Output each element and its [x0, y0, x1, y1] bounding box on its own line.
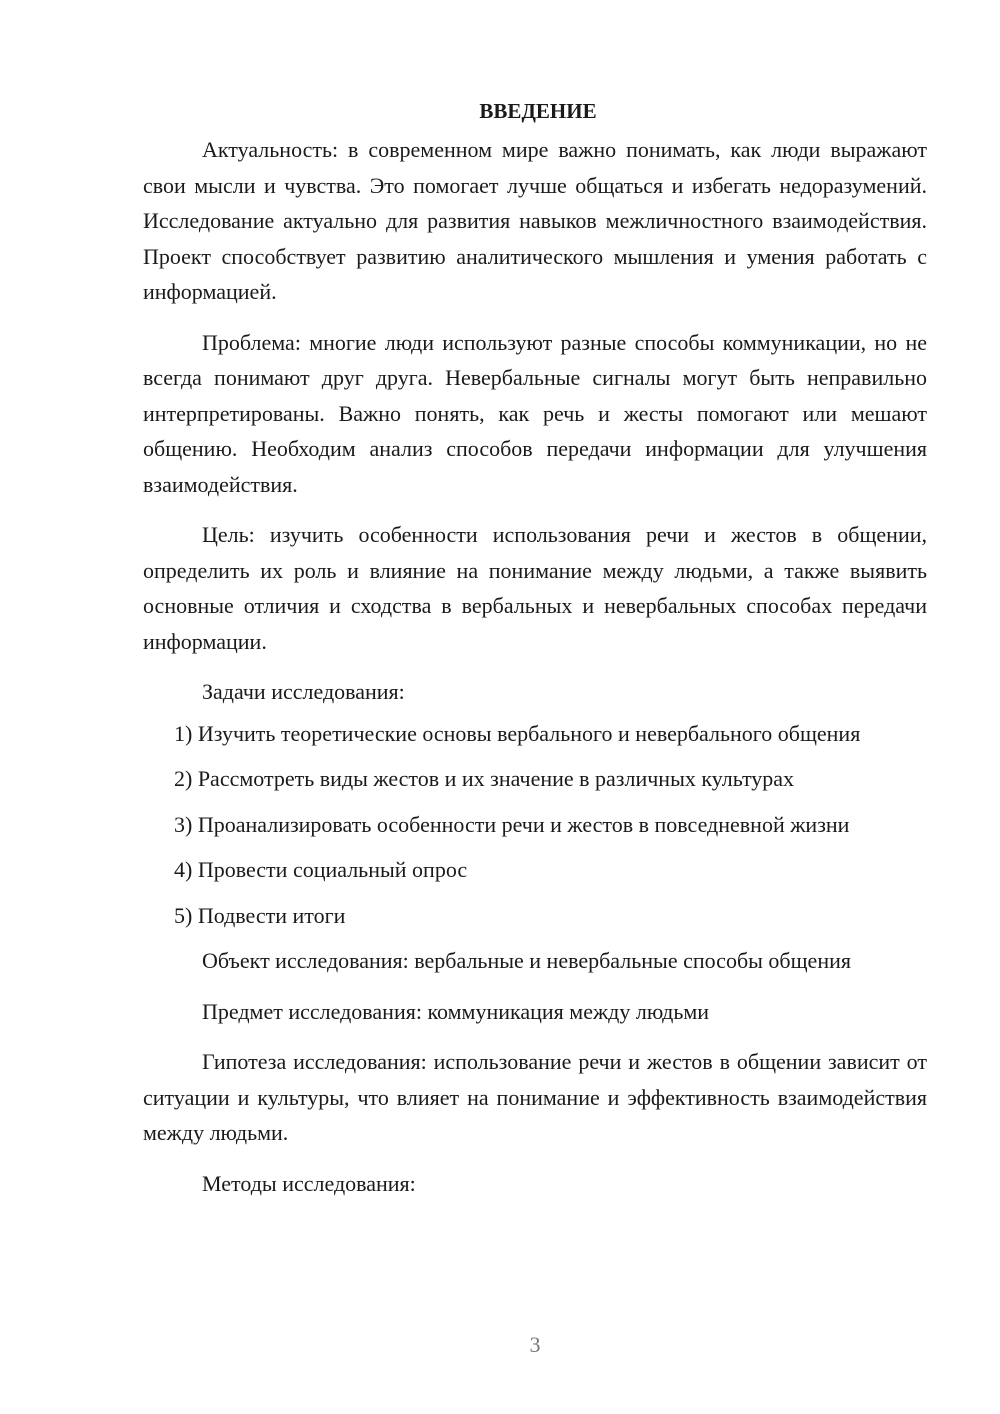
task-item-4: 4) Провести социальный опрос: [174, 857, 468, 882]
page-number: 3: [529, 1332, 541, 1357]
paragraph-subject: Предмет исследования: коммуникация между людьми: [202, 998, 710, 1024]
paragraph-hypothesis: Гипотеза исследования: использование речи и жестов в общении зависит от ситуации и культуры, что влияет на понимание и эффективность взаимодействия между людьми.: [143, 1049, 927, 1145]
paragraph-object: Объект исследования: вербальные и невербальные способы общения: [202, 948, 851, 973]
paragraph-goal: Цель: изучить особенности использования речи и жестов в общении, определить их роль и влияние на понимание между людьми, а также выявить основные отличия и сходства в вербальных и невербальных способах передачи информации.: [143, 522, 927, 654]
task-item-3: 3) Проанализировать особенности речи и жестов в повседневной жизни: [174, 811, 850, 837]
paragraph-problem: Проблема: многие люди используют разные способы коммуникации, но не всегда понимают друг друга. Невербальные сигналы могут быть неправильно интерпретированы. Важно понять, как речь и жесты помогают или мешают общению. Необходим анализ способов передачи информации для улучшения взаимодействия.: [143, 329, 927, 497]
page-title: ВВЕДЕНИЕ: [479, 99, 597, 123]
task-item-5: 5) Подвести итоги: [174, 902, 346, 928]
task-list: [143, 716, 927, 934]
task-item-2: 2) Рассмотреть виды жестов и их значение в различных культурах: [174, 766, 795, 791]
task-item-1: 1) Изучить теоретические основы вербального и невербального общения: [174, 720, 861, 746]
page-content: [143, 95, 927, 1216]
tasks-heading: Задачи исследования:: [202, 679, 405, 704]
methods-heading: Методы исследования:: [202, 1170, 416, 1196]
paragraph-relevance: Актуальность: в современном мире важно понимать, как люди выражают свои мысли и чувства. Это помогает лучше общаться и избегать недоразумений. Исследование актуально для развития навыков межличностного взаимодействия. Проект способствует развитию аналитического мышления и умения работать с информацией.: [143, 137, 927, 304]
